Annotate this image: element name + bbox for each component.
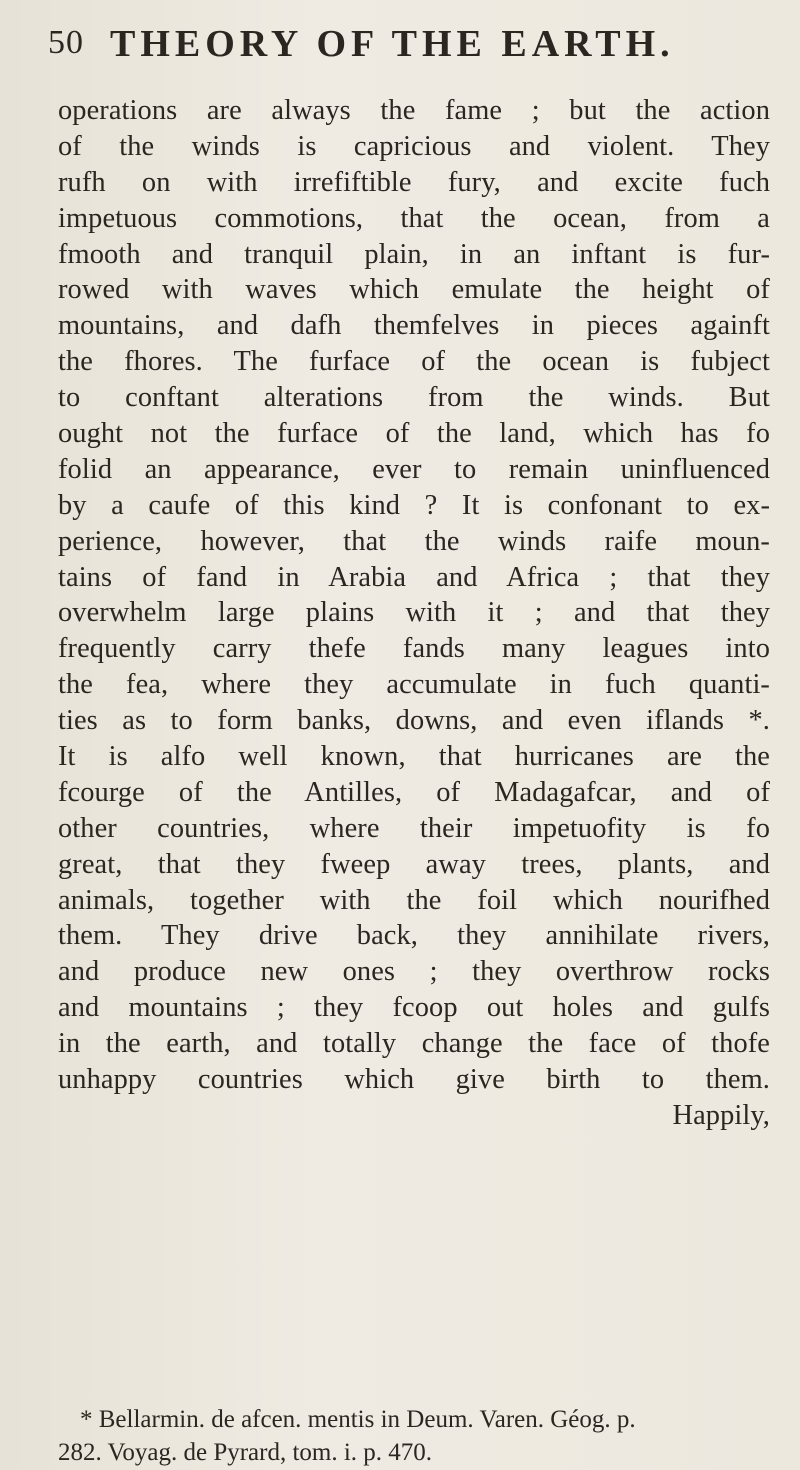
- footnote-line: 282. Voyag. de Pyrard, tom. i. p. 470.: [58, 1439, 433, 1466]
- body-text: [58, 93, 770, 1134]
- text-line: and produce new ones ; they overthrow rocks: [58, 956, 770, 988]
- catchword: Happily,: [672, 1099, 770, 1131]
- text-line: of the winds is capricious and violent. They: [58, 130, 770, 162]
- text-line: in the earth, and totally change the face of thofe: [58, 1028, 770, 1060]
- text-line: ties as to form banks, downs, and even iflands *.: [58, 705, 770, 737]
- text-line: great, that they fweep away trees, plants, and: [58, 848, 770, 880]
- text-line: rufh on with irrefiftible fury, and excite fuch: [58, 166, 770, 198]
- text-line: the fhores. The furface of the ocean is fubject: [58, 346, 770, 378]
- page-header: [48, 18, 768, 68]
- footnote-line: * Bellarmin. de afcen. mentis in Deum. Varen. Géog. p.: [80, 1406, 636, 1433]
- text-line: impetuous commotions, that the ocean, from a: [58, 202, 770, 234]
- text-line: ought not the furface of the land, which has fo: [58, 418, 770, 450]
- text-line: operations are always the fame ; but the action: [58, 95, 770, 126]
- footnote: [58, 1403, 770, 1469]
- text-line: rowed with waves which emulate the height of: [58, 274, 770, 306]
- text-line: perience, however, that the winds raife moun-: [58, 525, 770, 557]
- text-line: mountains, and dafh themfelves in pieces againft: [58, 310, 770, 342]
- text-line: other countries, where their impetuofity is fo: [58, 812, 770, 844]
- running-head: THEORY OF THE EARTH.: [110, 23, 675, 65]
- page-number: 50: [48, 24, 84, 61]
- text-line: to conftant alterations from the winds. But: [58, 382, 770, 414]
- text-line: the fea, where they accumulate in fuch quanti-: [58, 669, 770, 701]
- text-line: unhappy countries which give birth to them.: [58, 1064, 770, 1096]
- text-line: fcourge of the Antilles, of Madagafcar, and of: [58, 776, 770, 808]
- text-line: It is alfo well known, that hurricanes are the: [58, 741, 770, 773]
- text-line: animals, together with the foil which nourifhed: [58, 884, 770, 916]
- text-line: folid an appearance, ever to remain uninfluenced: [58, 453, 770, 485]
- text-line: frequently carry thefe fands many leagues into: [58, 633, 770, 665]
- text-line: by a caufe of this kind ? It is confonant to ex-: [58, 489, 770, 521]
- text-line: them. They drive back, they annihilate rivers,: [58, 920, 770, 952]
- text-line: overwhelm large plains with it ; and that they: [58, 597, 770, 629]
- text-line: fmooth and tranquil plain, in an inftant is fur-: [58, 238, 770, 270]
- text-line: and mountains ; they fcoop out holes and gulfs: [58, 992, 770, 1024]
- text-line: tains of fand in Arabia and Africa ; that they: [58, 561, 770, 593]
